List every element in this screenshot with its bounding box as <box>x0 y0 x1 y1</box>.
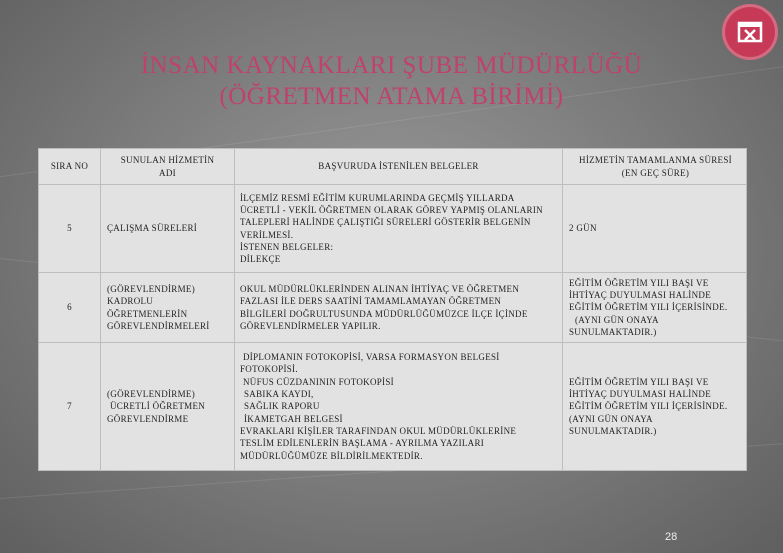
cell-hizmet: (GÖREVLENDİRME) KADROLU ÖĞRETMENLERİN GÖREVLENDİRMELERİ <box>101 273 235 343</box>
cell-belgeler: DİPLOMANIN FOTOKOPİSİ, VARSA FORMASYON BELGESİ FOTOKOPİSİ. NÜFUS CÜZDANININ FOTOKOPİSİ SABIKA KAYDI, SAĞLIK RAPORU İKAMETGAH BELGESİ EVRAKLARI KİŞİLER TARAFINDAN OKUL MÜDÜRLÜKLERİNE TESLİM EDİLENLERİN BAŞLAMA - AYRILMA YAZILARI MÜDÜRLÜĞÜMÜZE BİLDİRİLMEKTEDİR. <box>235 343 563 471</box>
slide-title-line1: İNSAN KAYNAKLARI ŞUBE MÜDÜRLÜĞÜ <box>140 52 643 79</box>
cell-sure: EĞİTİM ÖĞRETİM YILI BAŞI VE İHTİYAÇ DUYULMASI HALİNDE EĞİTİM ÖĞRETİM YILI İÇERİSİNDE. (AYNI GÜN ONAYA SUNULMAKTADIR.) <box>563 273 747 343</box>
cell-sure: EĞİTİM ÖĞRETİM YILI BAŞI VE İHTİYAÇ DUYULMASI HALİNDE EĞİTİM ÖĞRETİM YILI İÇERİSİNDE. (AYNI GÜN ONAYA SUNULMAKTADIR.) <box>563 343 747 471</box>
table-row <box>39 273 747 343</box>
header-sira-no: SIRA NO <box>39 149 101 185</box>
services-table <box>38 148 747 471</box>
header-tamamlanma-suresi: HİZMETİN TAMAMLANMA SÜRESİ (EN GEÇ SÜRE) <box>563 149 747 185</box>
cell-hizmet: ÇALIŞMA SÜRELERİ <box>101 185 235 273</box>
cell-no: 5 <box>39 185 101 273</box>
table-header-row <box>39 149 747 185</box>
cell-no: 7 <box>39 343 101 471</box>
page-number: 28 <box>665 531 678 543</box>
header-belgeler: BAŞVURUDA İSTENİLEN BELGELER <box>235 149 563 185</box>
header-hizmet-adi: SUNULAN HİZMETİN ADI <box>101 149 235 185</box>
cell-no: 6 <box>39 273 101 343</box>
cell-hizmet: (GÖREVLENDİRME) ÜCRETLİ ÖĞRETMEN GÖREVLENDİRME <box>101 343 235 471</box>
table-row <box>39 185 747 273</box>
cell-sure: 2 GÜN <box>563 185 747 273</box>
cell-belgeler: İLÇEMİZ RESMİ EĞİTİM KURUMLARINDA GEÇMİŞ YILLARDA ÜCRETLİ - VEKİL ÖĞRETMEN OLARAK GÖREV YAPMIŞ OLANLARIN TALEPLERİ HALİNDE ÇALIŞTIĞI SÜRELERİ GÖSTERİR BELGENİN VERİLMESİ. İSTENEN BELGELER: DİLEKÇE <box>235 185 563 273</box>
exit-slide-icon <box>734 16 766 48</box>
slide-title-line2: (ÖĞRETMEN ATAMA BİRİMİ) <box>219 83 564 110</box>
table-row <box>39 343 747 471</box>
cell-belgeler: OKUL MÜDÜRLÜKLERİNDEN ALINAN İHTİYAÇ VE ÖĞRETMEN FAZLASI İLE DERS SAATİNİ TAMAMLAMAYAN ÖĞRETMEN BİLGİLERİ DOĞRULTUSUNDA MÜDÜRLÜĞÜMÜZCE İLÇE İÇİNDE GÖREVLENDİRMELER YAPILIR. <box>235 273 563 343</box>
